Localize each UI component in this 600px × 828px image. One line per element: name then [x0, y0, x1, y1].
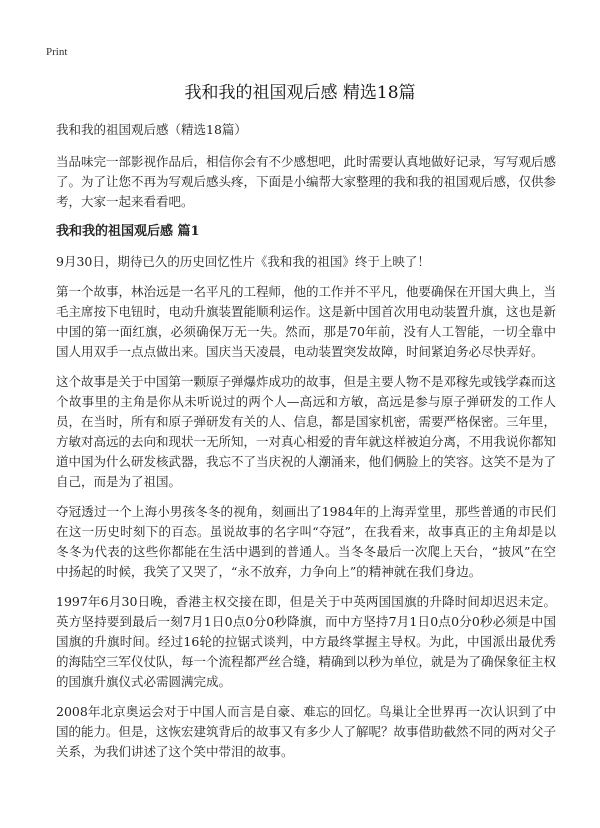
page-title: 我和我的祖国观后感 精选18篇 — [184, 83, 416, 103]
intro-paragraph: 当品味完一部影视作品后，相信你会有不少感想吧，此时需要认真地做好记录，写写观后感了。为了让您不再为写观后感头疼，下面是小编帮大家整理的我和我的祖国观后感，仅供参考，大家一起来看看吧。 — [56, 154, 557, 209]
paragraph-4: 夺冠透过一个上海小男孩冬冬的视角，刻画出了1984年的上海弄堂里，那些普通的市民们在这一历史时刻下的百态。虽说故事的名字叫“夺冠”，在我看来，故事真正的主角却是以冬冬为代表的这些你都能在生活中遇到的普通人。当冬冬最后一次爬上天台，“披风”在空中扬起的时候，我笑了又哭了，“永不放弃，力争向上”的精神就在我们身边。 — [56, 504, 556, 579]
print-link[interactable]: Print — [46, 46, 68, 58]
paragraph-1: 9月30日，期待已久的历史回忆性片《我和我的祖国》终于上映了！ — [56, 254, 430, 269]
paragraph-2: 第一个故事，林治远是一名平凡的工程师，他的工作并不平凡，他要确保在开国大典上，当毛主席按下电钮时，电动升旗装置能顺利运作。这是新中国首次用电动装置升旗，这也是新中国的第一面红旗，必须确保万无一失。然而，那是70年前，没有人工智能，一切全靠中国人用双手一点点做出来。国庆当天凌晨，电动装置突发故障，时间紧迫务必尽快弄好。 — [56, 284, 557, 359]
paragraph-6: 2008年北京奥运会对于中国人而言是自豪、难忘的回忆。鸟巢让全世界再一次认识到了中国的能力。但是，这恢宏建筑背后的故事又有多少人了解呢？故事借助截然不同的两对父子关系，为我们讲述了这个笑中带泪的故事。 — [56, 704, 557, 759]
paragraph-5: 1997年6月30日晚，香港主权交接在即，但是关于中英两国国旗的升降时间却迟迟未定。英方坚持要到最后一刻7月1日0点0分0秒降旗，而中方坚持7月1日0点0分0秒必须是中国国旗的升旗时间。经过16轮的拉锯式谈判，中方最终掌握主导权。为此，中国派出最优秀的海陆空三军仪仗队，每一个流程都严丝合缝，精确到以秒为单位，就是为了确保象征主权的国旗升旗仪式必需圆满完成。 — [56, 594, 557, 689]
section-heading: 我和我的祖国观后感 篇1 — [56, 224, 200, 239]
article-subtitle: 我和我的祖国观后感（精选18篇） — [56, 122, 247, 137]
paragraph-3: 这个故事是关于中国第一颗原子弹爆炸成功的故事，但是主要人物不是邓稼先或钱学森而这个故事里的主角是你从未听说过的两个人—高远和方敏，高远是参与原子弹研发的工作人员，在当时，所有和原子弹研发有关的人、信息，都是国家机密，需要严格保密。三年里，方敏对高远的去向和现状一无所知，一对真心相爱的青年就这样被迫分离，不用我说你都知道中国为什么研发核武器，我忘不了当庆祝的人潮涌来，他们俩脸上的笑容。这笑不是为了自己，而是为了祖国。 — [56, 374, 557, 489]
article-body — [56, 120, 556, 772]
